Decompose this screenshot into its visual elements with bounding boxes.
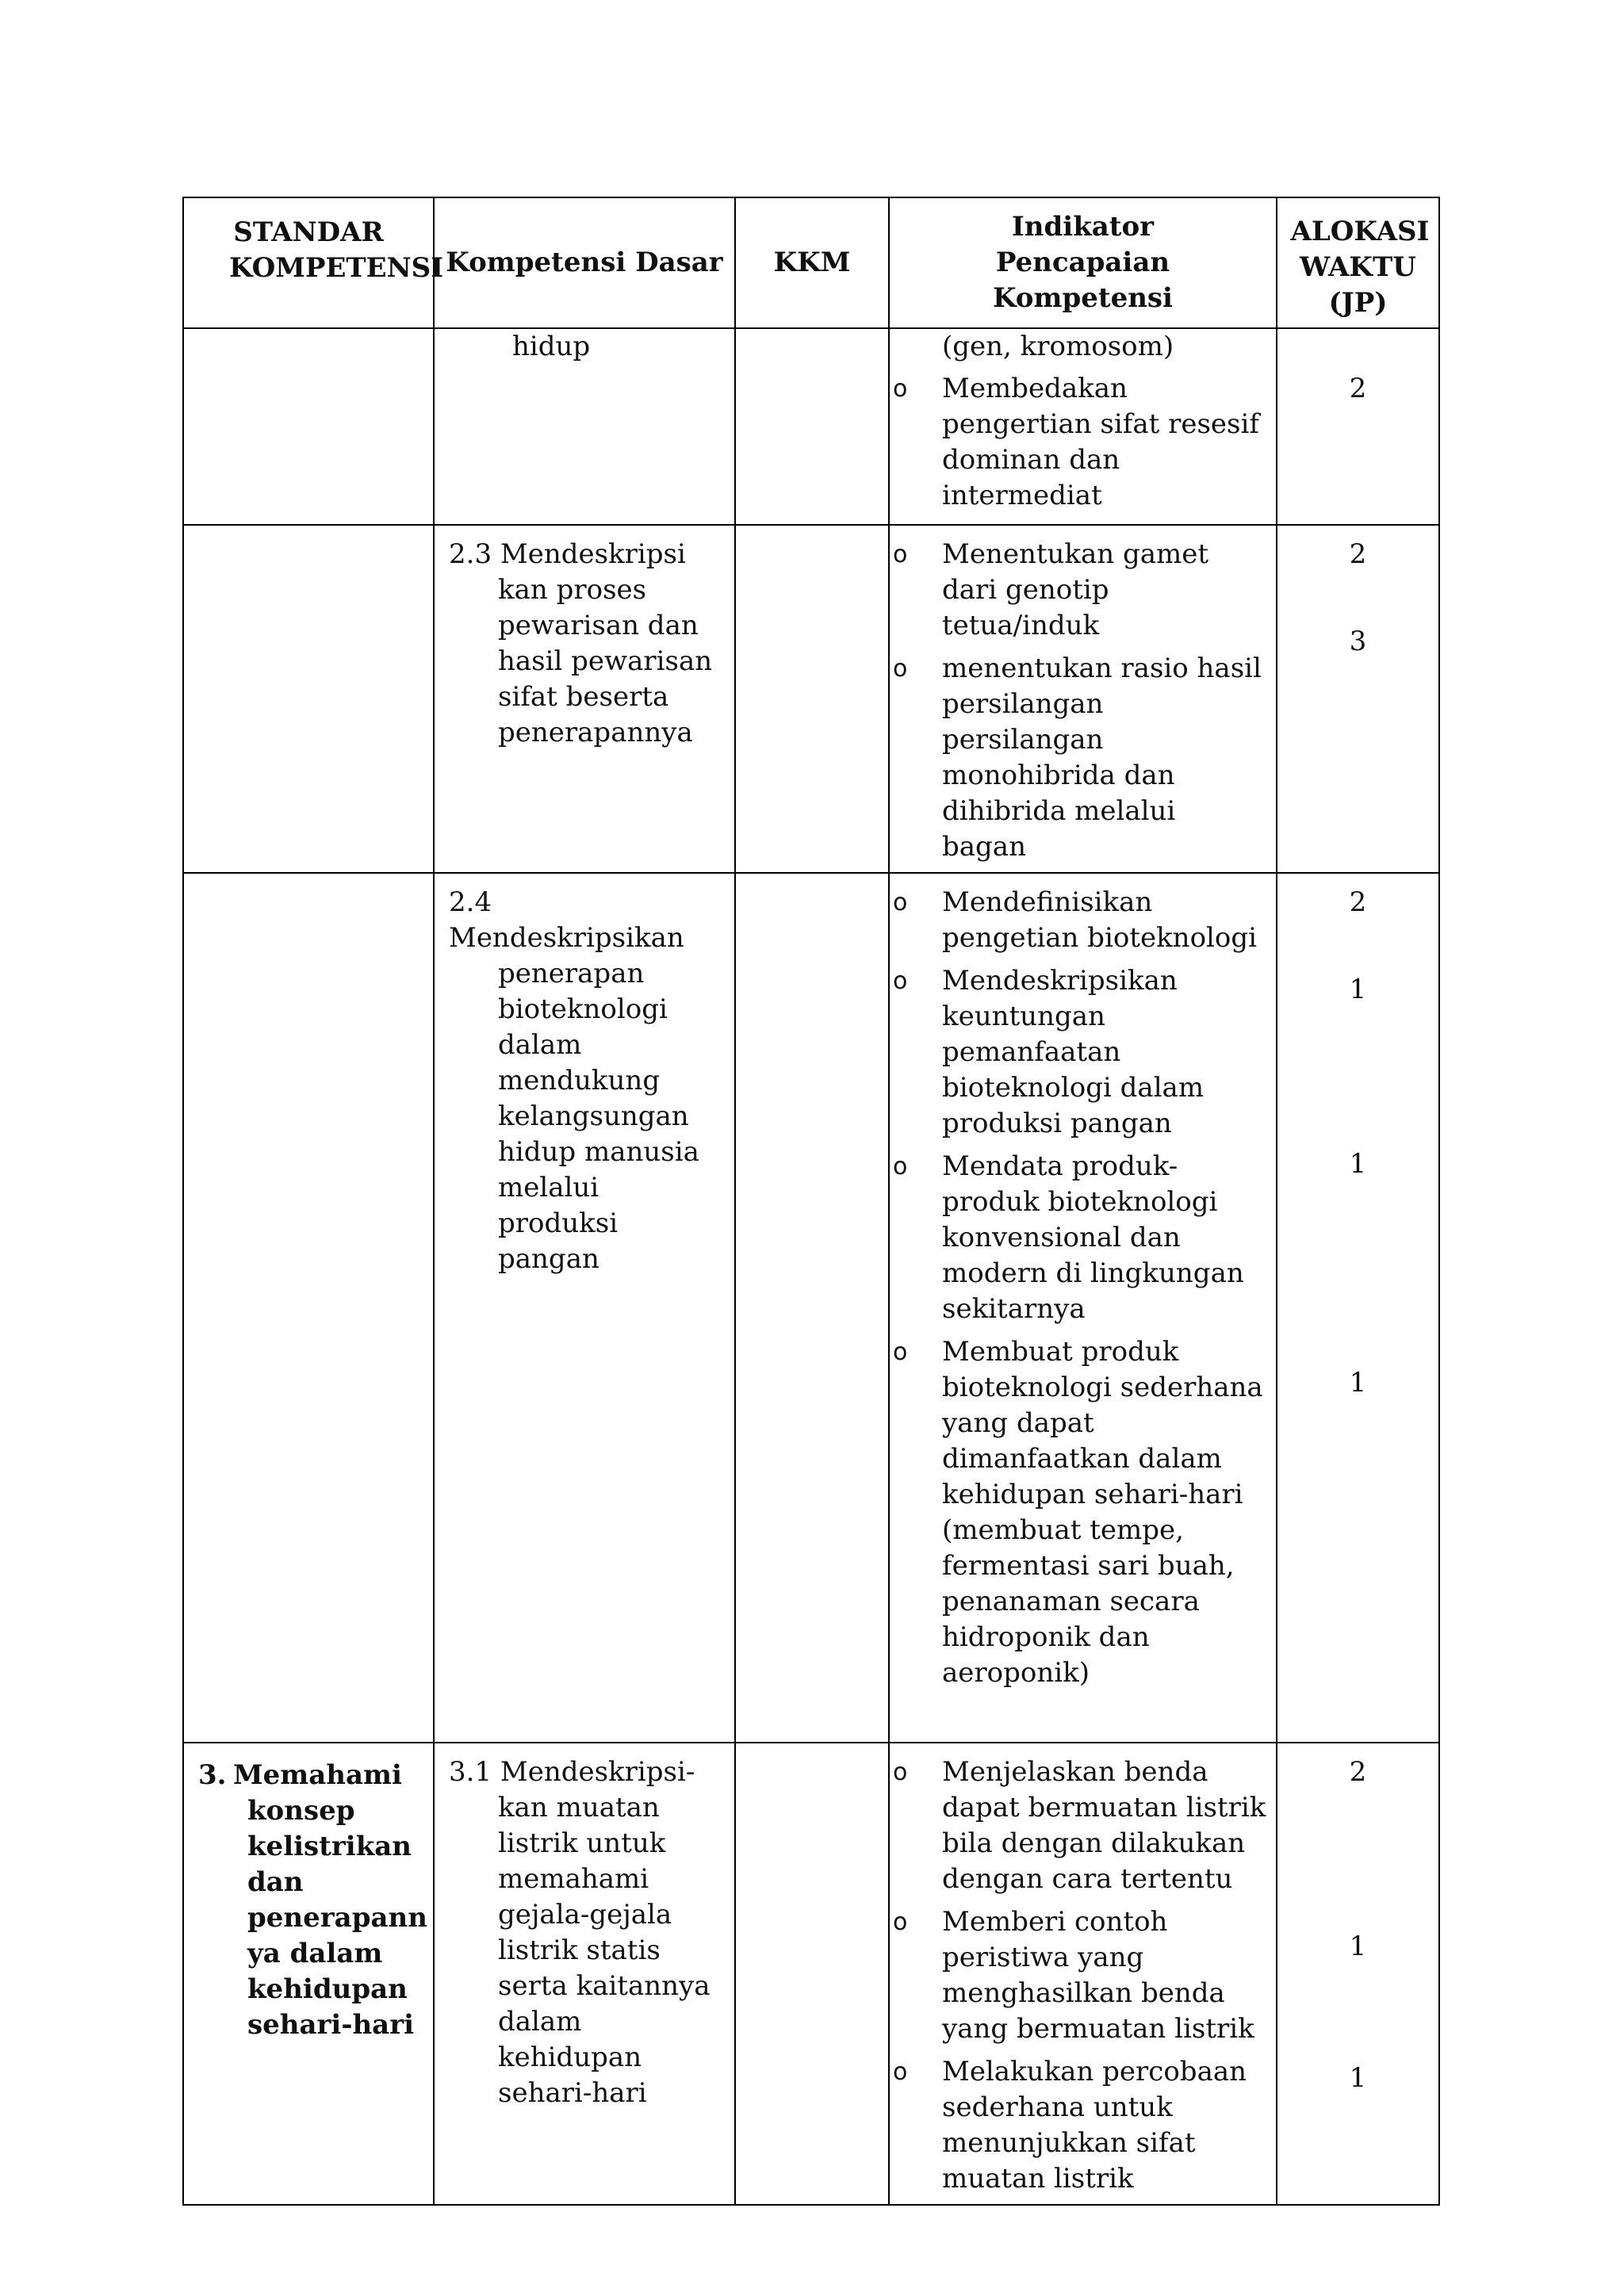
sk-cell: 3. Memahami konsep kelistrikan dan penerapann ya dalam kehidupan sehari-hari (183, 1743, 434, 2205)
kd-cell: 3.1 Mendeskripsi- kan muatan listrik untuk memahami gejala-gejala listrik statis serta kaitannya dalam kehidupan sehari-hari (434, 1743, 735, 2205)
header-standar-kompetensi: STANDAR KOMPETENSI (183, 197, 434, 328)
indicator-item: o Memberi contoh peristiwa yang menghasilkan benda yang bermuatan listrik (893, 1906, 1254, 2045)
indicator-item: o Melakukan percobaan sederhana untuk menunjukkan sifat muatan listrik (893, 2056, 1247, 2195)
header-alokasi-waktu: ALOKASI WAKTU (JP) (1277, 197, 1439, 328)
header-indikator: Indikator Pencapaian Kompetensi (889, 197, 1277, 328)
sk-cell (183, 873, 434, 1743)
jp-cell: 2 (1277, 328, 1439, 525)
table-row (183, 873, 1439, 1743)
kd-cell: 2.3 Mendeskripsi kan proses pewarisan dan hasil pewarisan sifat beserta penerapannya (434, 525, 735, 873)
header-kompetensi-dasar: Kompetensi Dasar (434, 197, 735, 328)
kd-cell: 2.4 Mendeskripsikan penerapan bioteknologi dalam mendukung kelangsungan hidup manusia melalui produksi pangan (434, 873, 735, 1743)
kkm-cell (735, 328, 889, 525)
kkm-cell (735, 873, 889, 1743)
header-kkm: KKM (735, 197, 889, 328)
indicator-item: o Mendefinisikan pengetian bioteknologi (893, 886, 1258, 954)
indicator-cell (889, 525, 1277, 873)
indicator-item: o Membedakan pengertian sifat resesif dominan dan intermediat (893, 373, 1259, 511)
indicator-item: o Menjelaskan benda dapat bermuatan listrik bila dengan dilakukan dengan cara tertentu (893, 1756, 1266, 1895)
table-row (183, 1743, 1439, 2205)
indicator-item: o Mendata produk-produk bioteknologi konvensional dan modern di lingkungan sekitarnya (893, 1150, 1244, 1325)
sk-cell (183, 328, 434, 525)
jp-cell: 2 1 1 1 (1277, 873, 1439, 1743)
sk-cell (183, 525, 434, 873)
jp-cell: 2 1 1 (1277, 1743, 1439, 2205)
indicator-item: o menentukan rasio hasil persilangan persilangan monohibrida dan dihibrida melalui bagan (893, 652, 1262, 863)
indicator-cell: (gen, kromosom) o Membedakan pengertian sifat resesif dominan dan intermediat (889, 328, 1277, 525)
indicator-item: o Menentukan gamet dari genotip tetua/induk (893, 538, 1209, 641)
kkm-cell (735, 525, 889, 873)
indicator-cell (889, 873, 1277, 1743)
indicator-item: o Membuat produk bioteknologi sederhana yang dapat dimanfaatkan dalam kehidupan sehari-hari (membuat tempe, fermentasi sari buah, penanaman secara hidroponik dan aeroponik) (893, 1336, 1263, 1689)
competency-table (182, 197, 1440, 2206)
table-row (183, 525, 1439, 873)
kd-cell: hidup (434, 328, 735, 525)
table-header-row (183, 197, 1439, 328)
indicator-item: o Mendeskripsikan keuntungan pemanfaatan bioteknologi dalam produksi pangan (893, 965, 1205, 1139)
kkm-cell (735, 1743, 889, 2205)
indicator-cell (889, 1743, 1277, 2205)
jp-cell: 2 3 (1277, 525, 1439, 873)
table-row (183, 328, 1439, 525)
